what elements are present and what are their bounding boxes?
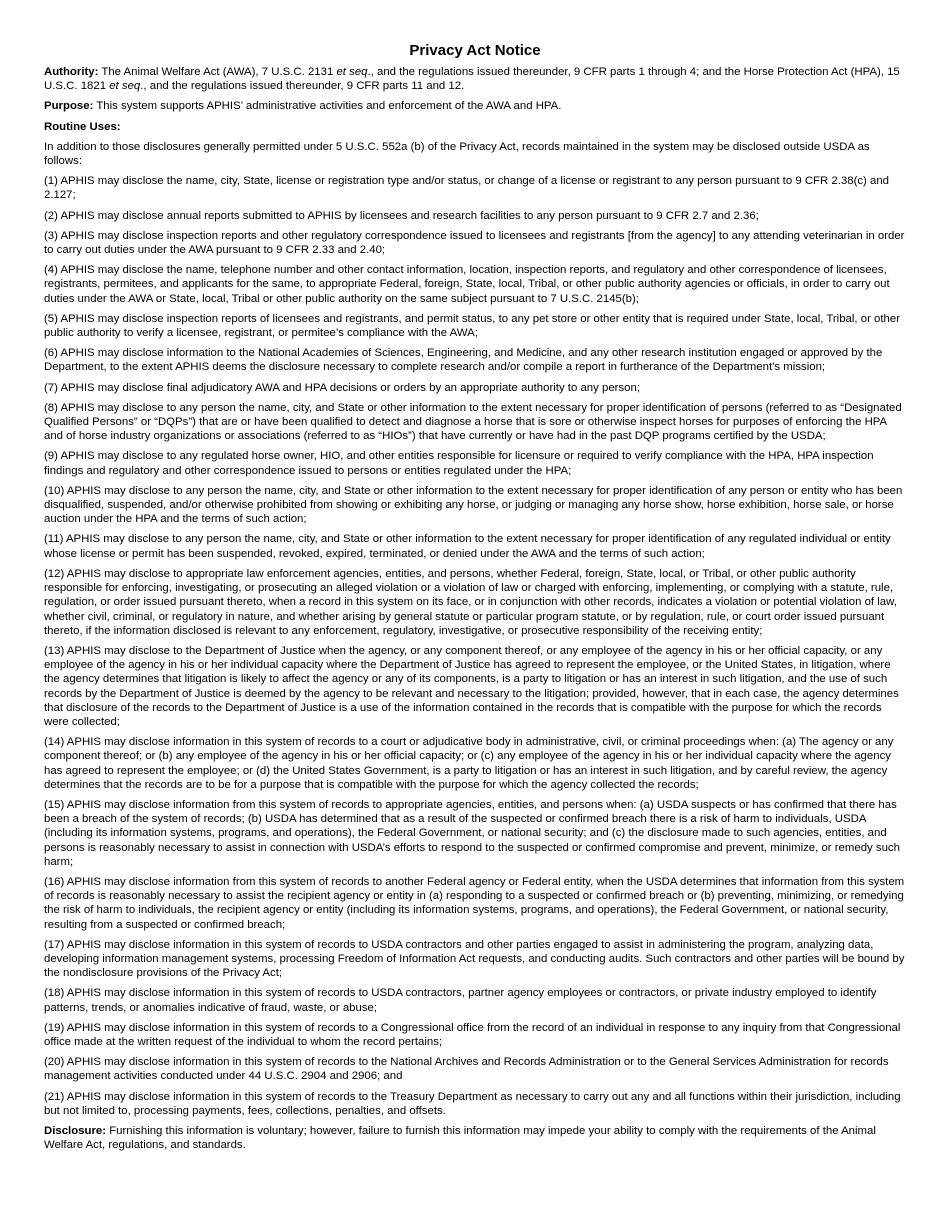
routine-use-item: (10) APHIS may disclose to any person the name, city, and State or other information to the extent necessary for proper identification of any person or entity who has been disqualified, suspended, and/or otherwise prohibited from showing or exhibiting any horse, or judging or managing any horse show, horse exhibition, horse sale, or horse auction under the HPA and the terms of such action; (44, 484, 903, 526)
purpose-label: Purpose: (44, 100, 94, 113)
authority-paragraph (44, 65, 906, 93)
disclosure-label: Disclosure: (44, 1125, 107, 1137)
routine-use-item: (12) APHIS may disclose to appropriate law enforcement agencies, entities, and persons, whether Federal, foreign, State, local, or Tribal, or other public authority responsible for enforcing, investigating, or prosecuting an alleged violation or a violation of law or charged with enforcing, implementing, or complying with a statute, rule, regulation, or order issued pursuant thereto, when a record in this system on its face, or in conjunction with other records, indicates a violation or potential violation of law, whether civil, criminal, or regulatory in nature, and whether arising by general statute or particular program statute, or by regulation, rule, or court order issued pursuant thereto, if the information disclosed is relevant to any enforcement, regulatory, investigative, or prosecutive responsibility of the receiving entity; (44, 567, 897, 637)
routine-use-item: (4) APHIS may disclose the name, telephone number and other contact information, location, inspection reports, and regulatory and other correspondence of licensees, registrants, permitees, and applicants for the same, to appropriate Federal, foreign, State, local, Tribal, or other public authority agencies or officials, in order to carry out duties under the AWA or State, local, Tribal or other public authority on the same subject pursuant to 7 U.S.C. 2145(b); (44, 264, 890, 305)
routine-use-item: (8) APHIS may disclose to any person the name, city, and State or other information to the extent necessary for proper identification of persons (referred to as “Designated Qualified Persons” or “DQPs”) that are or have been qualified to detect and diagnose a horse that is sore or otherwise inspect horses for purposes of enforcing the HPA and of horse industry organizations or associations (referred to as “HIOs”) that have currently or have had in the past DQP programs certified by the USDA; (44, 401, 902, 443)
routine-use-item: (17) APHIS may disclose information in this system of records to USDA contractors and other parties engaged to assist in administering the program, analyzing data, developing information management systems, processing Freedom of Information Act requests, and conducting audits. Such contractors and other parties will be bound by the nondisclosure provisions of the Privacy Act; (44, 938, 905, 980)
authority-text-part-2: ., and the regulations issued thereunder, 9 CFR parts 1 through 4; and the Horse Protection Act (HPA), 15 U.S.C. 1821 (44, 66, 900, 93)
page-title: Privacy Act Notice (409, 42, 541, 59)
routine-uses-heading (44, 120, 906, 134)
authority-et-seq-2: et seq (109, 80, 141, 93)
routine-use-item: (6) APHIS may disclose information to the National Academies of Sciences, Engineering, and Medicine, and any other research institution engaged or approved by the Department, to the extent APHIS deems the disclosure necessary to complete research and/or compile a report in furtherance of the Department’s mission; (44, 347, 883, 374)
authority-label: Authority: (44, 66, 99, 78)
routine-uses-intro: In addition to those disclosures generally permitted under 5 U.S.C. 552a (b) of the Privacy Act, records maintained in the system may be disclosed outside USDA as follows: (44, 140, 870, 168)
routine-use-item: (13) APHIS may disclose to the Department of Justice when the agency, or any component thereof, or any employee of the agency in his or her official capacity, or any employee of the agency in his or her individual capacity where the Department of Justice has agreed to represent the employee, or the United States, in litigation, where the agency determines that litigation is likely to affect the agency or any of its components, is a party to litigation or has an interest in such litigation, and the use of such records by the Department of Justice is deemed by the agency to be relevant and necessary to the litigation; provided, however, that in each case, the agency determines that disclosure of the records to the Department of Justice is a use of the information contained in the records that is compatible with the purpose for which the records were collected; (44, 644, 899, 728)
routine-use-item: (11) APHIS may disclose to any person the name, city, and State or other information to the extent necessary for proper identification of any regulated individual or entity whose license or permit has been suspended, revoked, expired, terminated, or denied under the AWA and the terms of such action; (44, 533, 891, 560)
authority-text-part-1: The Animal Welfare Act (AWA), 7 U.S.C. 2131 (98, 66, 337, 78)
disclosure-paragraph (44, 1124, 906, 1152)
routine-use-item: (7) APHIS may disclose final adjudicatory AWA and HPA decisions or orders by an appropriate authority to any person; (44, 381, 640, 394)
routine-use-item: (20) APHIS may disclose information in this system of records to the National Archives and Records Administration or to the General Services Administration for records management activities conducted under 44 U.S.C. 2904 and 2906; and (44, 1056, 889, 1083)
disclosure-text: Furnishing this information is voluntary; however, failure to furnish this information may impede your ability to comply with the requirements of the Animal Welfare Act, regulations, and standards. (44, 1125, 876, 1152)
purpose-text: This system supports APHIS’ administrative activities and enforcement of the AWA and HPA. (93, 100, 562, 113)
routine-use-item: (5) APHIS may disclose inspection reports of licensees and registrants, and permit status, to any pet store or other entity that is required under State, local, Tribal, or other public authority to verify a licensee, registrant, or permitee’s compliance with the AWA; (44, 312, 900, 340)
purpose-paragraph (44, 99, 906, 113)
routine-use-item: (15) APHIS may disclose information from this system of records to appropriate agencies, entities, and persons when: (a) USDA suspects or has confirmed that there has been a breach of the system of records; (b) USDA has determined that as a result of the suspected or confirmed breach there is a risk of harm to individuals, USDA (including its information systems, programs, and operations), the Federal Government, or national security; and (c) the disclosure made to such agencies, entities, and persons is reasonably necessary to assist in connection with USDA’s efforts to respond to the suspected or confirmed compromise and prevent, minimize, or remedy such harm; (44, 798, 900, 868)
authority-et-seq-1: et seq (336, 66, 368, 78)
routine-use-item: (16) APHIS may disclose information from this system of records to another Federal agency or Federal entity, when the USDA determines that information from this system of records is reasonably necessary to assist the recipient agency or entity in (a) responding to a suspected or confirmed breach or (b) preventing, minimizing, or remedying the risk of harm to individuals, the recipient agency or entity (including its information systems, programs, and operations), the Federal Government, or national security, resulting from a suspected or confirmed breach; (44, 875, 905, 931)
routine-uses-list (44, 174, 906, 1118)
routine-use-item: (19) APHIS may disclose information in this system of records to a Congressional office from the record of an individual in response to any inquiry from that Congressional office made at the written request of the individual to whom the record pertains; (44, 1021, 901, 1048)
routine-use-item: (21) APHIS may disclose information in this system of records to the Treasury Department as necessary to carry out any and all functions within their jurisdiction, including but not limited to, processing payments, fees, collections, penalties, and offsets. (44, 1090, 901, 1117)
routine-use-item: (9) APHIS may disclose to any regulated horse owner, HIO, and other entities responsible for licensure or required to verify compliance with the HPA, HPA inspection findings and regulatory and other correspondence issued to persons or entities regulated under the HPA; (44, 450, 874, 477)
authority-text-part-3: ., and the regulations issued thereunder, 9 CFR parts 11 and 12. (140, 80, 465, 93)
routine-use-item: (14) APHIS may disclose information in this system of records to a court or adjudicative body in administrative, civil, or criminal proceedings when: (a) The agency or any component thereof; or (b) any employee of the agency in his or her official capacity; or (c) any employee of the agency in his or her individual capacity where the agency has agreed to represent the employee; or (d) the United States Government, is a party to litigation or has an interest in such litigation, and by careful review, the agency determines that the records are to be for a purpose that is compatible with the purpose for which the agency collected the records; (44, 736, 894, 791)
routine-use-item: (2) APHIS may disclose annual reports submitted to APHIS by licensees and research facilities to any person pursuant to 9 CFR 2.7 and 2.36; (44, 209, 759, 222)
routine-use-item: (1) APHIS may disclose the name, city, State, license or registration type and/or status, or change of a license or registrant to any person pursuant to 9 CFR 2.38(c) and 2.127; (44, 175, 890, 202)
routine-use-item: (18) APHIS may disclose information in this system of records to USDA contractors, partner agency employees or contractors, or private industry employed to identify patterns, trends, or anomalies indicative of fraud, waste, or abuse; (44, 987, 877, 1014)
routine-use-item: (3) APHIS may disclose inspection reports and other regulatory correspondence issued to licensees and registrants [from the agency] to any attending veterinarian in order to carry out duties under the AWA pursuant to 9 CFR 2.33 and 2.40; (44, 229, 905, 257)
routine-uses-label: Routine Uses: (44, 120, 121, 133)
